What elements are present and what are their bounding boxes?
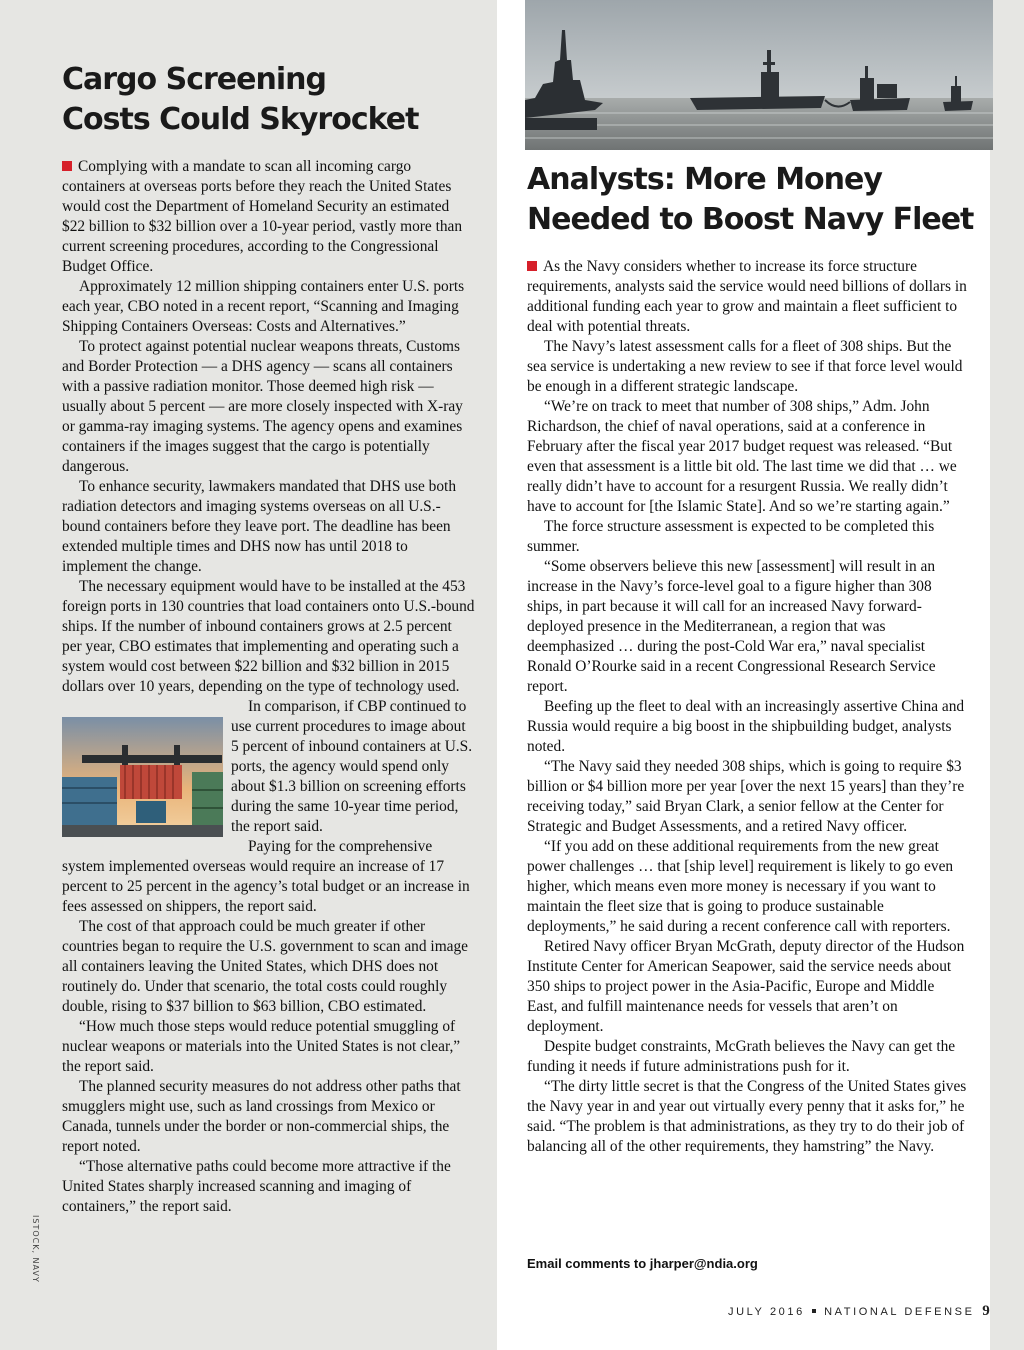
- footer-date: JULY 2016: [728, 1306, 805, 1318]
- right-article-body: [527, 257, 967, 1157]
- right-paragraph-3: “We’re on track to meet that number of 308 ships,” Adm. John Richardson, the chief of naval operations, said at a conference in February after the fiscal year 2017 budget request was released. “But even that assessment is a little bit old. The last time we did that … we really didn’t have to account for a resurgent Russia. We really didn’t have to account for [the Islamic State]. And so we’re starting again.”: [527, 398, 957, 515]
- footer-publication: NATIONAL DEFENSE: [824, 1306, 975, 1318]
- right-paragraph-5: “Some observers believe this new [assessment] will result in an increase in the Navy’s force-level goal to a figure higher than 308 ships, in part because it will call for an increased Navy forward-deployed presence in the Mediterranean, a region that was deemphasized … during the post-Cold War era,” naval specialist Ronald O’Rourke said in a recent Congressional Research Service report.: [527, 558, 936, 695]
- left-paragraph-3: To protect against potential nuclear weapons threats, Customs and Border Protection — a DHS agency — scans all containers with a passive radiation monitor. Those deemed high risk — usually about 5 percent — are more closely inspected with X-ray or gamma-ray imaging systems. The agency opens and examines containers if the images suggest that the cargo is potentially dangerous.: [62, 338, 463, 475]
- left-article-body: [62, 157, 475, 1217]
- left-paragraph-7: Paying for the comprehensive system implemented overseas would require an increase of 17 percent to 25 percent in the agency’s total budget or an increase in fees assessed on shippers, the report said.: [62, 838, 470, 915]
- navy-ships-photo: [525, 0, 993, 150]
- left-paragraph-4: To enhance security, lawmakers mandated that DHS use both radiation detectors and imaging systems overseas on all U.S.-bound containers before they leave port. The deadline has been extended multiple times and DHS now has until 2018 to implement the change.: [62, 478, 457, 575]
- left-paragraph-10: The planned security measures do not address other paths that smugglers might use, such as land crossings from Mexico or Canada, tunnels under the border or non-commercial ships, the report noted.: [62, 1078, 461, 1155]
- right-paragraph-11: “The dirty little secret is that the Congress of the United States gives the Navy year in and year out virtually every penny that it asks for,” he said. “The problem is that administrations, as they try to do their job of balancing all of the other requirements, they hamstring” the Navy.: [527, 1078, 967, 1155]
- photo-credit: ISTOCK, NAVY: [31, 1215, 40, 1283]
- right-edge-strip: [990, 0, 1024, 1350]
- left-paragraph-5: The necessary equipment would have to be installed at the 453 foreign ports in 130 countries that load containers onto U.S.-bound ships. If the number of inbound containers grows at 2.5 percent per year, CBO estimates that implementing and operating such a system would cost between $22 billion and $32 billion in 2015 dollars over 10 years, depending on the type of technology used.: [62, 578, 475, 695]
- left-headline-line1: Cargo Screening: [62, 62, 326, 97]
- left-paragraph-11: “Those alternative paths could become more attractive if the United States sharply increased scanning and imaging of containers,” the report said.: [62, 1158, 451, 1215]
- left-paragraph-6: In comparison, if CBP continued to use current procedures to image about 5 percent of inbound containers at U.S. ports, the agency would spend only about $1.3 billion on screening efforts during the same 10-year time period, the report said.: [62, 697, 475, 837]
- right-paragraph-9: Retired Navy officer Bryan McGrath, deputy director of the Hudson Institute Center for American Seapower, said the service needs about 350 ships to project power in the Asia-Pacific, Europe and Middle East, and fulfill maintenance needs for vessels that aren’t on deployment.: [527, 938, 965, 1035]
- right-paragraph-10: Despite budget constraints, McGrath believes the Navy can get the funding it needs if future administrations push for it.: [527, 1038, 956, 1075]
- right-paragraph-4: The force structure assessment is expected to be completed this summer.: [527, 518, 935, 555]
- right-paragraph-8: “If you add on these additional requirements from the new great power challenges … that [ship level] requirement is likely to go even higher, which means even more money is necessary if you want to maintain the fleet size that is going to produce sustainable deployments,” he said during a recent conference call with reporters.: [527, 838, 954, 935]
- right-paragraph-7: “The Navy said they needed 308 ships, which is going to require $3 billion or $4 billion more per year [over the next 15 years] than they’re receiving today,” said Bryan Clark, a senior fellow at the Center for Strategic and Budget Assessments, and a retired Navy officer.: [527, 758, 965, 835]
- navy-ships-illustration: [525, 0, 993, 150]
- right-headline-line1: Analysts: More Money: [527, 162, 882, 197]
- page-footer: [728, 1303, 990, 1320]
- container-yard-photo: [45, 717, 223, 837]
- right-headline-line2: Needed to Boost Navy Fleet: [527, 202, 974, 237]
- left-paragraph-1: Complying with a mandate to scan all incoming cargo containers at overseas ports before they reach the United States would cost the Department of Homeland Security an estimated $22 billion to $32 billion over a 10-year period, vastly more than current screening procedures, according to the Congressional Budget Office.: [62, 158, 463, 275]
- container-yard-illustration: [62, 717, 223, 837]
- left-paragraph-2: Approximately 12 million shipping containers enter U.S. ports each year, CBO noted in a recent report, “Scanning and Imaging Shipping Containers Overseas: Costs and Alternatives.”: [62, 278, 465, 335]
- left-paragraph-8: The cost of that approach could be much greater if other countries began to require the U.S. government to scan and image all containers leaving the United States, which DHS does not routinely do. Under that scenario, the total costs could roughly double, rising to $37 billion to $63 billion, CBO estimated.: [62, 918, 469, 1015]
- right-article-headline: [527, 160, 987, 240]
- left-headline-line2: Costs Could Skyrocket: [62, 102, 419, 137]
- separator-dot-icon: [812, 1309, 816, 1313]
- right-paragraph-1: As the Navy considers whether to increase its force structure requirements, analysts said the service would need billions of dollars in additional funding each year to grow and maintain a fleet sufficient to deal with potential threats.: [527, 258, 967, 335]
- bullet-square-icon: [527, 261, 537, 271]
- email-comments-line: Email comments to jharper@ndia.org: [527, 1256, 758, 1271]
- bullet-square-icon: [62, 161, 72, 171]
- right-paragraph-2: The Navy’s latest assessment calls for a fleet of 308 ships. But the sea service is undertaking a new review to see if that force level would be enough in a different strategic landscape.: [527, 338, 963, 395]
- right-paragraph-6: Beefing up the fleet to deal with an increasingly assertive China and Russia would require a big boost in the shipbuilding budget, analysts noted.: [527, 698, 965, 755]
- left-article-headline: [62, 60, 482, 140]
- left-paragraph-9: “How much those steps would reduce potential smuggling of nuclear weapons or materials into the United States is not clear,” the report said.: [62, 1018, 461, 1075]
- page-number: 9: [982, 1303, 990, 1319]
